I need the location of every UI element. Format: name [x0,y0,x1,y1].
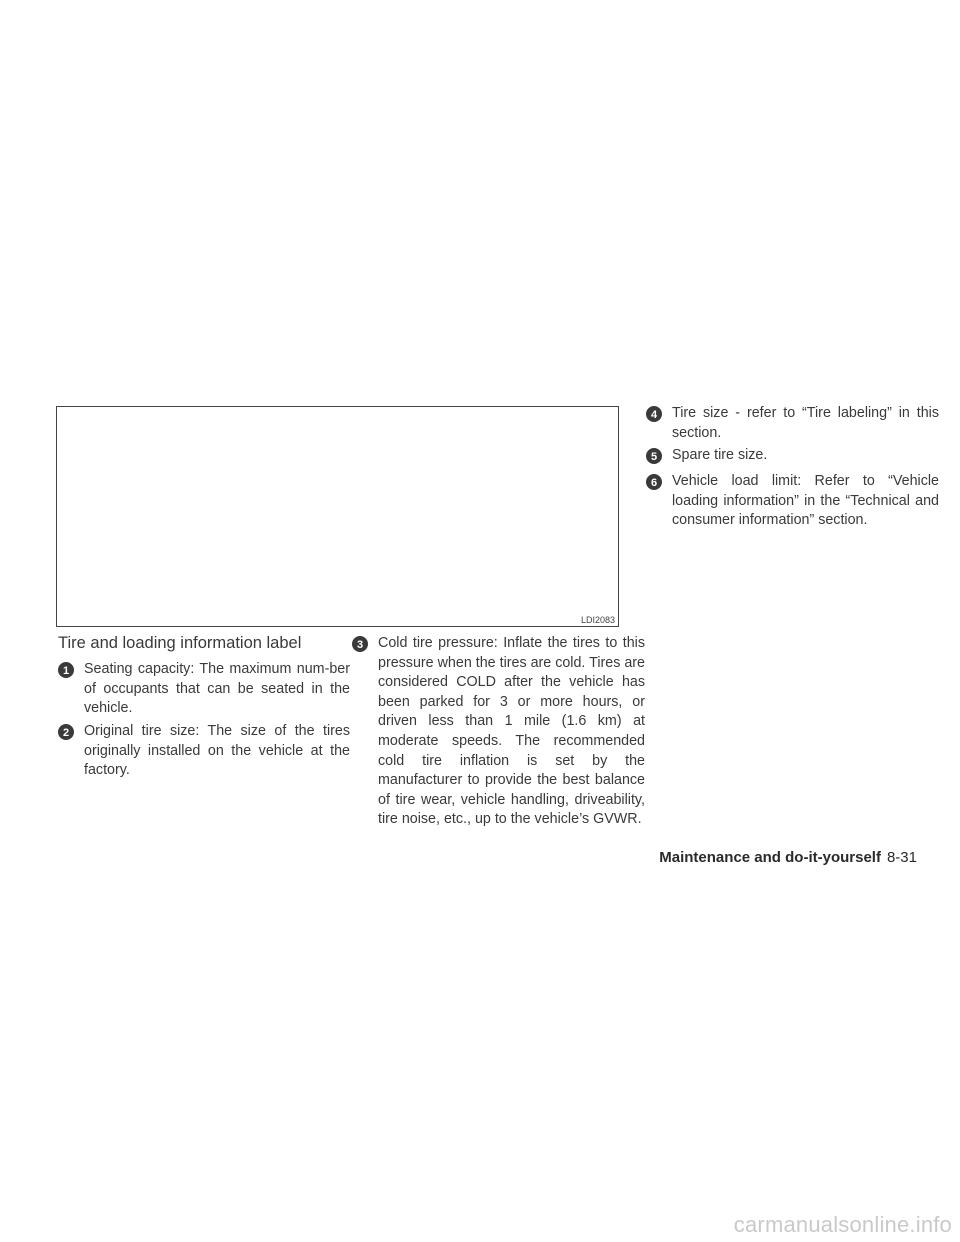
number-badge-icon [646,406,662,422]
item-text: Original tire size: The size of the tires originally installed on the vehicle at the factory. [84,723,350,779]
watermark-link[interactable]: carmanualsonline.info [733,1212,952,1237]
list-item-3 [352,634,645,830]
item-text: Vehicle load limit: Refer to “Vehicle loading information” in the “Technical and consumer information” section. [672,473,939,529]
item-text: Spare tire size. [672,447,768,463]
list-item-5 [646,446,939,466]
footer-section-name: Maintenance and do-it-yourself [659,849,881,866]
item-text: Cold tire pressure: Inflate the tires to this pressure when the tires are cold. Tires are considered COLD after the vehicle has been parked for 3 or more hours, or driven less than 1 mile (1.6 km) at moderate speeds. The recommended cold tire inflation is set by the manufacturer to provide the best balance of tire wear, vehicle handling, driveability, tire noise, etc., up to the vehicle’s GVWR. [378,635,645,828]
figure-frame [56,406,619,627]
list-item-1 [58,660,350,719]
svg-text:4: 4 [650,409,658,421]
svg-text:1: 1 [62,665,70,677]
svg-text:6: 6 [650,477,658,489]
number-badge-icon [646,448,662,464]
number-badge-icon [352,636,368,652]
list-item-2 [58,722,350,781]
page-footer [659,849,917,866]
list-item-6 [646,472,939,531]
item-text: Tire size - refer to “Tire labeling” in this section. [672,405,939,441]
page-number: 8-31 [886,849,917,866]
figure-code: LDI2083 [580,615,615,625]
list-item-4 [646,404,939,443]
number-badge-icon [58,724,74,740]
svg-text:2: 2 [62,727,70,739]
number-badge-icon [646,474,662,490]
svg-text:3: 3 [356,639,364,651]
item-text: Seating capacity: The maximum num-ber of occupants that can be seated in the vehicle. [84,661,350,717]
section-title: Tire and loading information label [58,634,302,652]
number-badge-icon [58,662,74,678]
svg-text:5: 5 [650,451,658,463]
